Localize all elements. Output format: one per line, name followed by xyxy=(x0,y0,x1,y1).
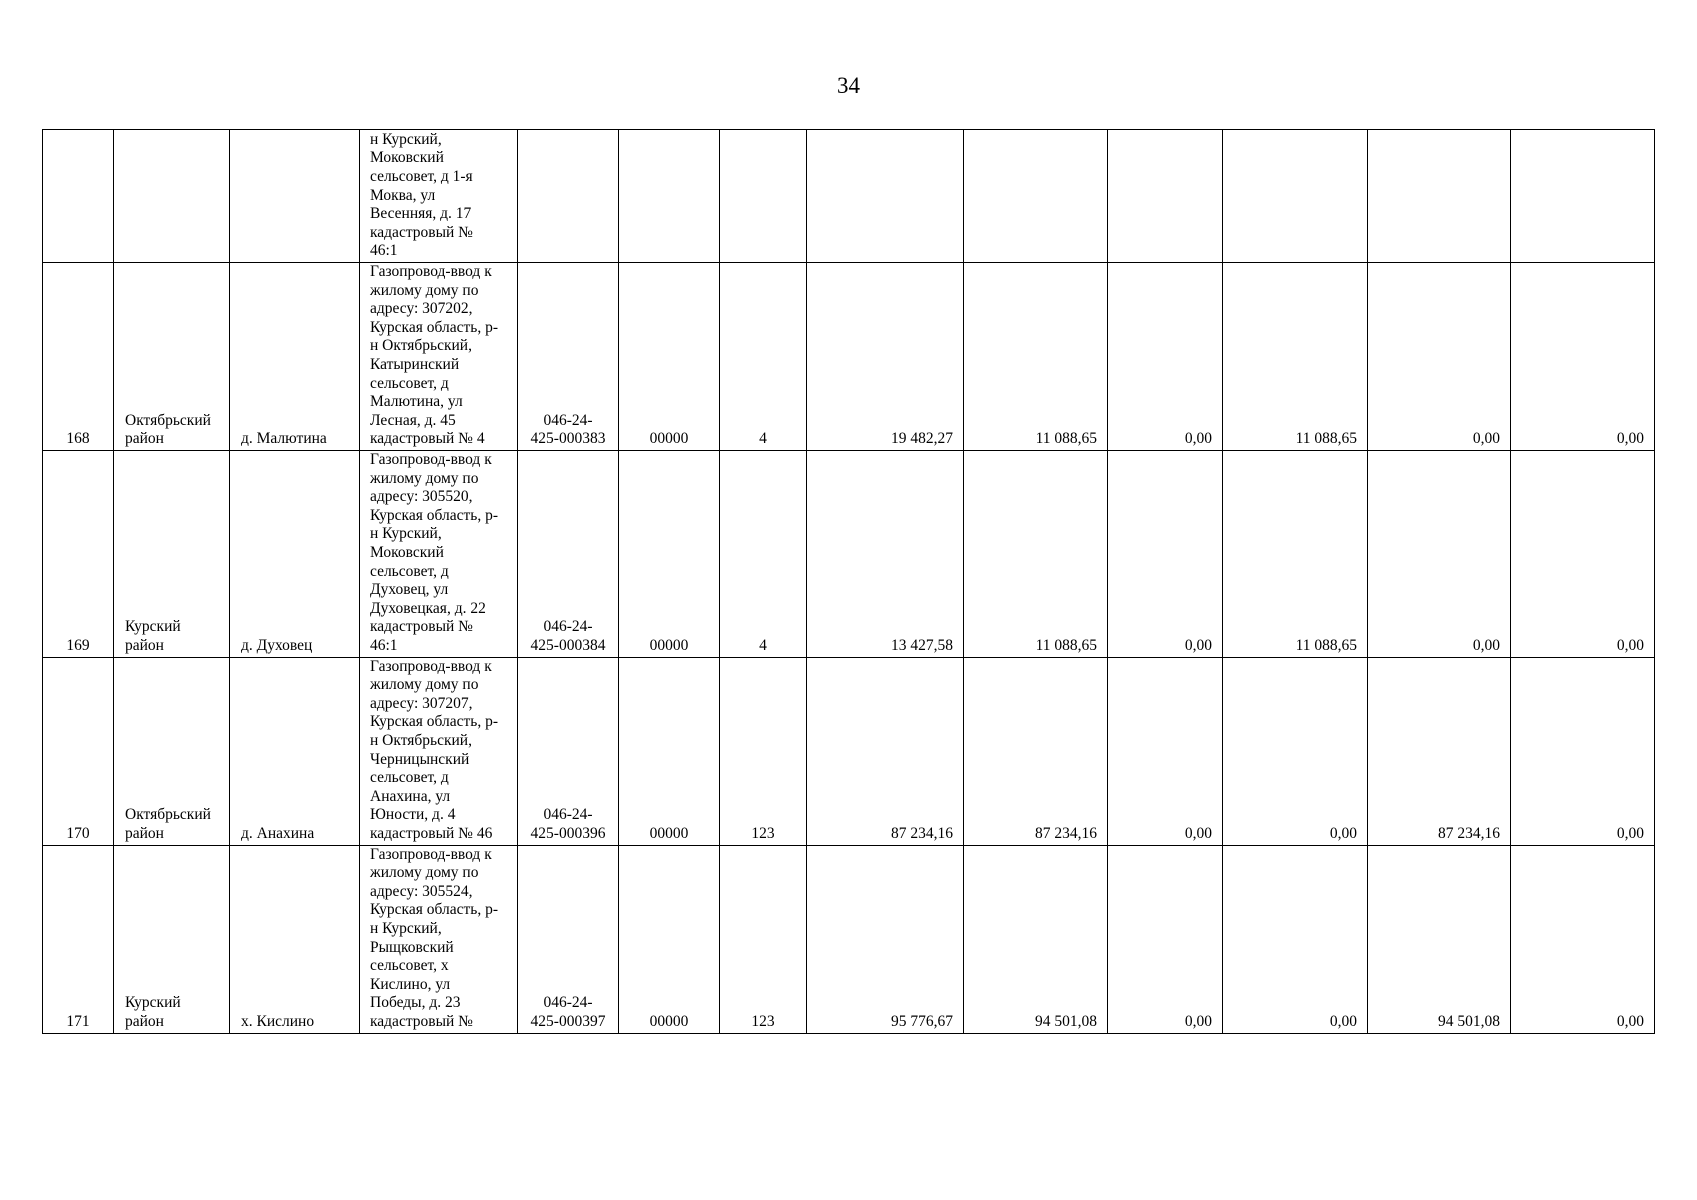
cell-district xyxy=(114,657,230,845)
description-line: сельсовет, д xyxy=(370,769,449,787)
description-line: сельсовет, х xyxy=(370,957,449,975)
description-line: кадастровый № 46 xyxy=(370,824,493,842)
cell-col12: 0,00 xyxy=(1368,451,1511,658)
description-line: Моковский xyxy=(370,543,444,561)
description-line: жилому дому по xyxy=(370,469,479,487)
cell-code xyxy=(518,451,619,658)
description-line: адресу: 305524, xyxy=(370,882,473,900)
cell-num: 169 xyxy=(43,451,114,658)
cell-col8 xyxy=(807,130,964,263)
cell-col13: 0,00 xyxy=(1511,845,1655,1033)
cell-code xyxy=(518,263,619,451)
table-row xyxy=(43,845,1655,1033)
cell-col6 xyxy=(619,130,720,263)
cell-col10: 0,00 xyxy=(1108,263,1223,451)
description-line: н Курский, xyxy=(370,525,442,543)
description-line: Курская область, р- xyxy=(370,318,498,336)
cell-col11: 0,00 xyxy=(1223,845,1368,1033)
code-line: 046-24- xyxy=(543,618,593,636)
cell-district xyxy=(114,130,230,263)
description-line: Курская область, р- xyxy=(370,506,498,524)
cell-col12 xyxy=(1368,130,1511,263)
description-line: жилому дому по xyxy=(370,676,479,694)
cell-col12: 0,00 xyxy=(1368,263,1511,451)
description-line: Рыщковский xyxy=(370,938,454,956)
description-line: адресу: 307207, xyxy=(370,694,473,712)
cell-code xyxy=(518,657,619,845)
description-line: Кислино, ул xyxy=(370,975,451,993)
description-line: Газопровод-ввод к xyxy=(370,845,492,863)
description-line: Газопровод-ввод к xyxy=(370,451,492,468)
description-line: н Октябрьский, xyxy=(370,731,472,749)
district-line: район xyxy=(125,636,164,654)
description-line: жилому дому по xyxy=(370,281,479,299)
description-line: сельсовет, д xyxy=(370,374,449,392)
cell-col8: 87 234,16 xyxy=(807,657,964,845)
district-line: район xyxy=(125,430,164,448)
description-line: Весенняя, д. 17 xyxy=(370,205,472,223)
cell-description xyxy=(360,130,518,263)
code-line: 046-24- xyxy=(543,994,593,1012)
district-line: Курский xyxy=(125,994,181,1012)
description-line: н Курский, xyxy=(370,130,442,148)
cell-col7: 4 xyxy=(720,451,807,658)
description-line: Курская область, р- xyxy=(370,901,498,919)
cell-col7: 123 xyxy=(720,657,807,845)
description-line: сельсовет, д xyxy=(370,562,449,580)
cell-col7 xyxy=(720,130,807,263)
district-line: Октябрьский xyxy=(125,411,211,429)
code-line: 425-000397 xyxy=(530,1012,606,1030)
page-number: 34 xyxy=(837,73,860,98)
cell-col9: 11 088,65 xyxy=(964,451,1108,658)
cell-col13: 0,00 xyxy=(1511,263,1655,451)
cell-col10: 0,00 xyxy=(1108,845,1223,1033)
description-line: 46:1 xyxy=(370,636,398,654)
cell-col13: 0,00 xyxy=(1511,451,1655,658)
cell-num: 171 xyxy=(43,845,114,1033)
description-line: н Курский, xyxy=(370,919,442,937)
cell-locality: д. Анахина xyxy=(230,657,360,845)
table-row-continuation xyxy=(43,130,1655,263)
description-line: Духовец, ул xyxy=(370,581,449,599)
cell-col11: 11 088,65 xyxy=(1223,451,1368,658)
code-line: 425-000396 xyxy=(530,824,606,842)
description-line: адресу: 305520, xyxy=(370,488,473,506)
cell-col10 xyxy=(1108,130,1223,263)
cell-col7: 4 xyxy=(720,263,807,451)
cell-col8: 13 427,58 xyxy=(807,451,964,658)
cell-num: 168 xyxy=(43,263,114,451)
description-line: кадастровый № xyxy=(370,1012,473,1030)
description-line: сельсовет, д 1-я xyxy=(370,168,473,186)
table-row xyxy=(43,451,1655,658)
cell-description xyxy=(360,263,518,451)
cell-col11: 11 088,65 xyxy=(1223,263,1368,451)
cell-district xyxy=(114,845,230,1033)
cell-locality: д. Духовец xyxy=(230,451,360,658)
description-line: Газопровод-ввод к xyxy=(370,263,492,281)
cell-district xyxy=(114,451,230,658)
cell-district xyxy=(114,263,230,451)
cell-code xyxy=(518,845,619,1033)
district-line: район xyxy=(125,1012,164,1030)
cell-col6: 00000 xyxy=(619,657,720,845)
cell-col10: 0,00 xyxy=(1108,657,1223,845)
cell-col11: 0,00 xyxy=(1223,657,1368,845)
cell-col6: 00000 xyxy=(619,845,720,1033)
cell-col6: 00000 xyxy=(619,263,720,451)
description-line: Курская область, р- xyxy=(370,713,498,731)
cell-description xyxy=(360,451,518,658)
description-line: Газопровод-ввод к xyxy=(370,657,492,675)
cell-col6: 00000 xyxy=(619,451,720,658)
cell-code xyxy=(518,130,619,263)
description-line: Черницынский xyxy=(370,750,470,768)
cell-col13: 0,00 xyxy=(1511,657,1655,845)
description-line: кадастровый № xyxy=(370,618,473,636)
cell-locality: д. Малютина xyxy=(230,263,360,451)
code-line: 046-24- xyxy=(543,806,593,824)
cell-description xyxy=(360,657,518,845)
cell-num: 170 xyxy=(43,657,114,845)
description-line: Победы, д. 23 xyxy=(370,994,461,1012)
description-line: 46:1 xyxy=(370,242,398,260)
cell-col8: 95 776,67 xyxy=(807,845,964,1033)
cell-col8: 19 482,27 xyxy=(807,263,964,451)
cell-locality xyxy=(230,130,360,263)
description-line: кадастровый № 4 xyxy=(370,430,485,448)
description-line: жилому дому по xyxy=(370,864,479,882)
cell-num xyxy=(43,130,114,263)
code-line: 425-000383 xyxy=(530,430,606,448)
cell-col11 xyxy=(1223,130,1368,263)
description-line: Духовецкая, д. 22 xyxy=(370,599,486,617)
code-line: 046-24- xyxy=(543,411,593,429)
district-line: Курский xyxy=(125,618,181,636)
cell-col10: 0,00 xyxy=(1108,451,1223,658)
description-line: кадастровый № xyxy=(370,223,473,241)
district-line: Октябрьский xyxy=(125,806,211,824)
description-line: Малютина, ул xyxy=(370,393,463,411)
cell-col12: 87 234,16 xyxy=(1368,657,1511,845)
description-line: Моковский xyxy=(370,149,444,167)
table-row xyxy=(43,657,1655,845)
cell-col13 xyxy=(1511,130,1655,263)
cell-col12: 94 501,08 xyxy=(1368,845,1511,1033)
cell-col9 xyxy=(964,130,1108,263)
description-line: адресу: 307202, xyxy=(370,300,473,318)
registry-table xyxy=(42,129,1655,1034)
description-line: н Октябрьский, xyxy=(370,337,472,355)
district-line: район xyxy=(125,824,164,842)
cell-description xyxy=(360,845,518,1033)
description-line: Катыринский xyxy=(370,356,460,374)
cell-col9: 11 088,65 xyxy=(964,263,1108,451)
table-row xyxy=(43,263,1655,451)
description-line: Лесная, д. 45 xyxy=(370,411,456,429)
cell-locality: х. Кислино xyxy=(230,845,360,1033)
code-line: 425-000384 xyxy=(530,636,606,654)
description-line: Анахина, ул xyxy=(370,787,451,805)
cell-col9: 94 501,08 xyxy=(964,845,1108,1033)
description-line: Юности, д. 4 xyxy=(370,806,456,824)
cell-col9: 87 234,16 xyxy=(964,657,1108,845)
description-line: Моква, ул xyxy=(370,186,436,204)
cell-col7: 123 xyxy=(720,845,807,1033)
